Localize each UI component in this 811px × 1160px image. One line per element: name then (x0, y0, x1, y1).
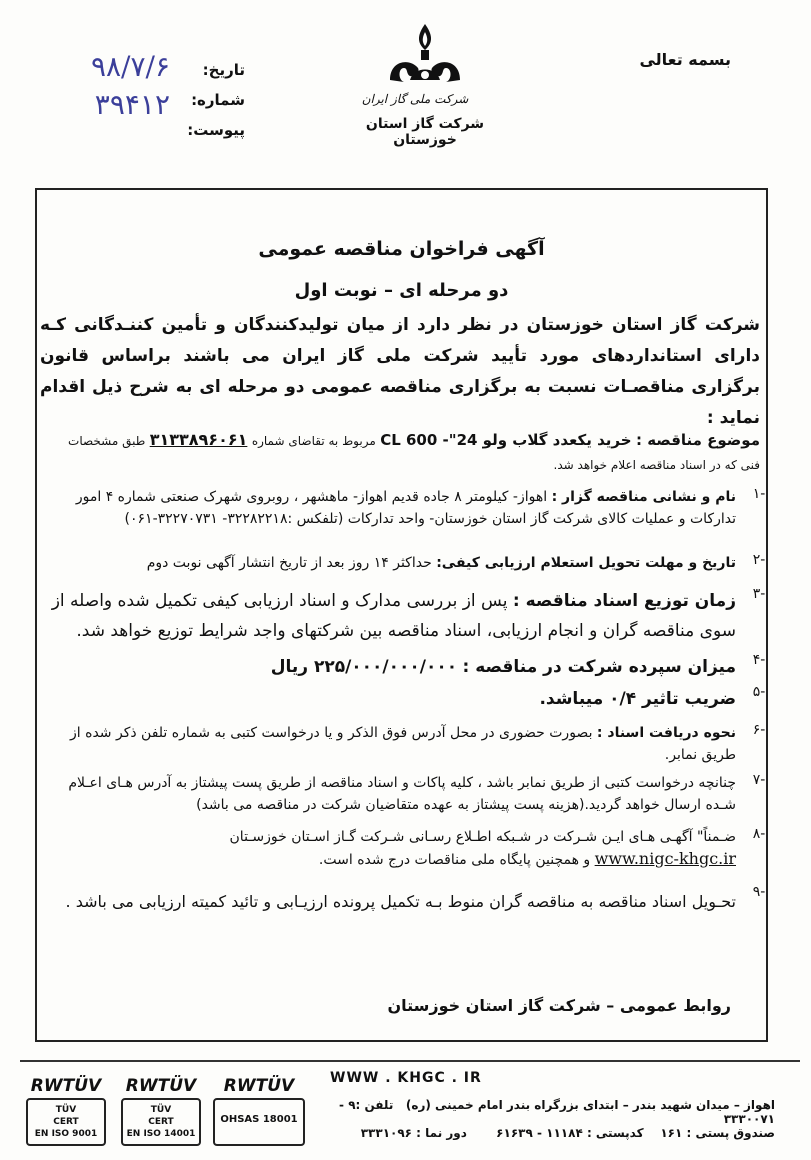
cert-iso9001 (22, 1076, 110, 1152)
item-number: -۶ (752, 722, 766, 738)
footer-website[interactable]: WWW . KHGC . IR (330, 1070, 482, 1086)
item-text: تحـویل اسناد مناقصه به مناقصه گران منوط بـه تکمیل پرونده ارزیـابی و تائید کمیته ارزیابی می باشد . (65, 892, 736, 911)
item-text: ۲۲۵/۰۰۰/۰۰۰/۰۰۰ ریال (270, 657, 458, 677)
item-text: حداکثر ۱۴ روز بعد از تاریخ انتشار آگهی نوبت دوم (146, 555, 432, 571)
cert-line: TÜV (150, 1105, 172, 1115)
cert-line: EN ISO 9001 (34, 1129, 98, 1139)
item-number: -۳ (752, 586, 766, 602)
subject-label: موضوع مناقصه : (635, 431, 760, 449)
footer-fax: دور نما : ۳۳۳۱۰۹۶ (360, 1126, 467, 1140)
cert-line: TÜV (55, 1105, 77, 1115)
footer-postcode: کدپستی : ۱۱۱۸۴ - ۶۱۶۳۹ (496, 1126, 644, 1140)
item-label: نام و نشانی مناقصه گزار : (551, 489, 736, 505)
item-number: -۸ (752, 826, 766, 842)
company-name: شرکت گاز استان خوزستان (365, 116, 485, 148)
notice-intro: شرکت گاز استان خوزستان در نظر دارد از میان تولیدکنندگان و تأمین کننـدگانی کـه دارای استانداردهای مورد تأیید شرکت ملی گاز ایران می باشند براساس قانون برگزاری مناقصـات نسبت به برگزاری مناقصه عمومی دو مرحله ای به شرح ذیل اقدام نماید : (40, 315, 760, 428)
item-text-2: و همچنین پایگاه ملی مناقصات درج شده است. (318, 852, 591, 868)
item-body (46, 586, 736, 646)
handwritten-date: ۹۸/۷/۶ (90, 50, 170, 83)
item-number: -۱ (752, 486, 766, 502)
item-body (46, 486, 736, 530)
item-body (46, 826, 736, 871)
item-label: نحوه دریافت اسناد : (596, 725, 736, 741)
cert-brand: RWTÜV (30, 1076, 102, 1096)
item-number: -۹ (752, 884, 766, 900)
item-text: پس از بررسی مدارک و اسناد ارزیابی کیفی تکمیل شده واصله از سوی مناقصه گران و انجام ارزیابی، اسناد مناقصه بین شرکتهای واجد شرایط توزیع خواهد شد. (51, 591, 736, 641)
item-body (46, 652, 736, 682)
item-number: -۷ (752, 772, 766, 788)
letter-meta (165, 55, 245, 145)
item-text: چنانچه درخواست کتبی از طریق نمابر باشد ، کلیه پاکات و اسناد مناقصه از طریق پست پیشتاز به آدرس هـای اعـلام شـده ارسال خواهد گردید.(هزینه پست پیشتاز به عهده متقاضیان شرکت در مناقصه می باشد) (68, 775, 736, 813)
company-logo (380, 20, 470, 90)
number-label: شماره: (191, 91, 245, 109)
bismillah: بسمه تعالی (639, 50, 731, 69)
item-label: زمان توزیع اسناد مناقصه : (512, 591, 736, 611)
item-body (46, 722, 736, 766)
cert-line: EN ISO 14001 (126, 1129, 196, 1139)
cert-badge (213, 1098, 305, 1146)
attachment-label: پیوست: (187, 121, 245, 139)
item-label: میزان سپرده شرکت در مناقصه : (462, 657, 736, 677)
handwritten-number: ۳۹۴۱۲ (94, 88, 170, 121)
item-label: ضریب تاثیر ۰/۴ میباشد. (539, 689, 736, 709)
cert-ohsas18001 (210, 1076, 308, 1152)
cert-line: CERT (148, 1117, 174, 1127)
footer-postal-line (300, 1126, 775, 1140)
date-label: تاریخ: (202, 61, 245, 79)
item-body (46, 772, 736, 816)
subject-tail: طبق مشخصات فنی که در اسناد مناقصه اعلام خواهد شد. (68, 434, 760, 472)
subject-text: خرید یکعدد گلاب ولو CL 600 -"24 (380, 431, 632, 449)
website-link[interactable]: www.nigc-khgc.ir (594, 849, 736, 868)
item-body (46, 552, 736, 574)
signature: روابط عمومی – شرکت گاز استان خوزستان (387, 996, 731, 1015)
cert-line: CERT (53, 1117, 79, 1127)
item-text: بصورت حضوری در محل آدرس فوق الذکر و یا درخواست کتبی به شماره تلفن ذکر شده از طریق نمابر. (70, 725, 736, 763)
notice-subtitle: دو مرحله ای – نوبت اول (294, 280, 509, 301)
footer-address: اهواز – میدان شهید بندر – ابتدای بزرگراه بندر امام خمینی (ره) (405, 1098, 775, 1112)
footer-postal: صندوق پستی : ۱۶۱ (660, 1126, 775, 1140)
logo-script-text: شرکت ملی گاز ایران (361, 92, 469, 106)
cert-badge (121, 1098, 201, 1146)
footer-phone: تلفن :۹ - ۳۳۳۰۰۷۱ (339, 1098, 775, 1126)
cert-badge (26, 1098, 106, 1146)
cert-line: OHSAS 18001 (220, 1114, 298, 1125)
item-body (46, 684, 736, 714)
cert-brand: RWTÜV (223, 1076, 295, 1096)
footer-divider (20, 1060, 800, 1062)
item-text: اهواز- کیلومتر ۸ جاده قدیم اهواز- ماهشهر ، روبروی شهرک صنعتی شماره ۴ امور تدارکات و عملیات کالای شرکت گاز استان خوزستان- واحد تدارکات (تلفکس :۳۲۲۸۲۲۱۸- ۳۲۲۷۰۷۳۱-۰۶۱) (75, 489, 736, 527)
subject-mid: مربوط به تقاضای شماره (251, 434, 376, 448)
footer-address-line (300, 1098, 775, 1126)
item-number: -۲ (752, 552, 766, 568)
handwritten-values (30, 48, 170, 124)
item-number: -۵ (752, 684, 766, 700)
cert-iso14001 (117, 1076, 205, 1152)
request-number: ۳۱۳۳۸۹۶۰۶۱ (149, 430, 248, 449)
item-body (46, 884, 736, 920)
item-number: -۴ (752, 652, 766, 668)
item-text: ضـمناً" آگهـی هـای ایـن شـرکت در شـبکه اطـلاع رسـانی شـرکت گـاز اسـتان خوزسـتان (229, 829, 736, 845)
notice-title: آگهی فراخوان مناقصه عمومی (258, 238, 545, 260)
tender-subject (48, 428, 760, 477)
cert-brand: RWTÜV (125, 1076, 197, 1096)
item-label: تاریخ و مهلت تحویل استعلام ارزیابی کیفی: (436, 555, 736, 571)
